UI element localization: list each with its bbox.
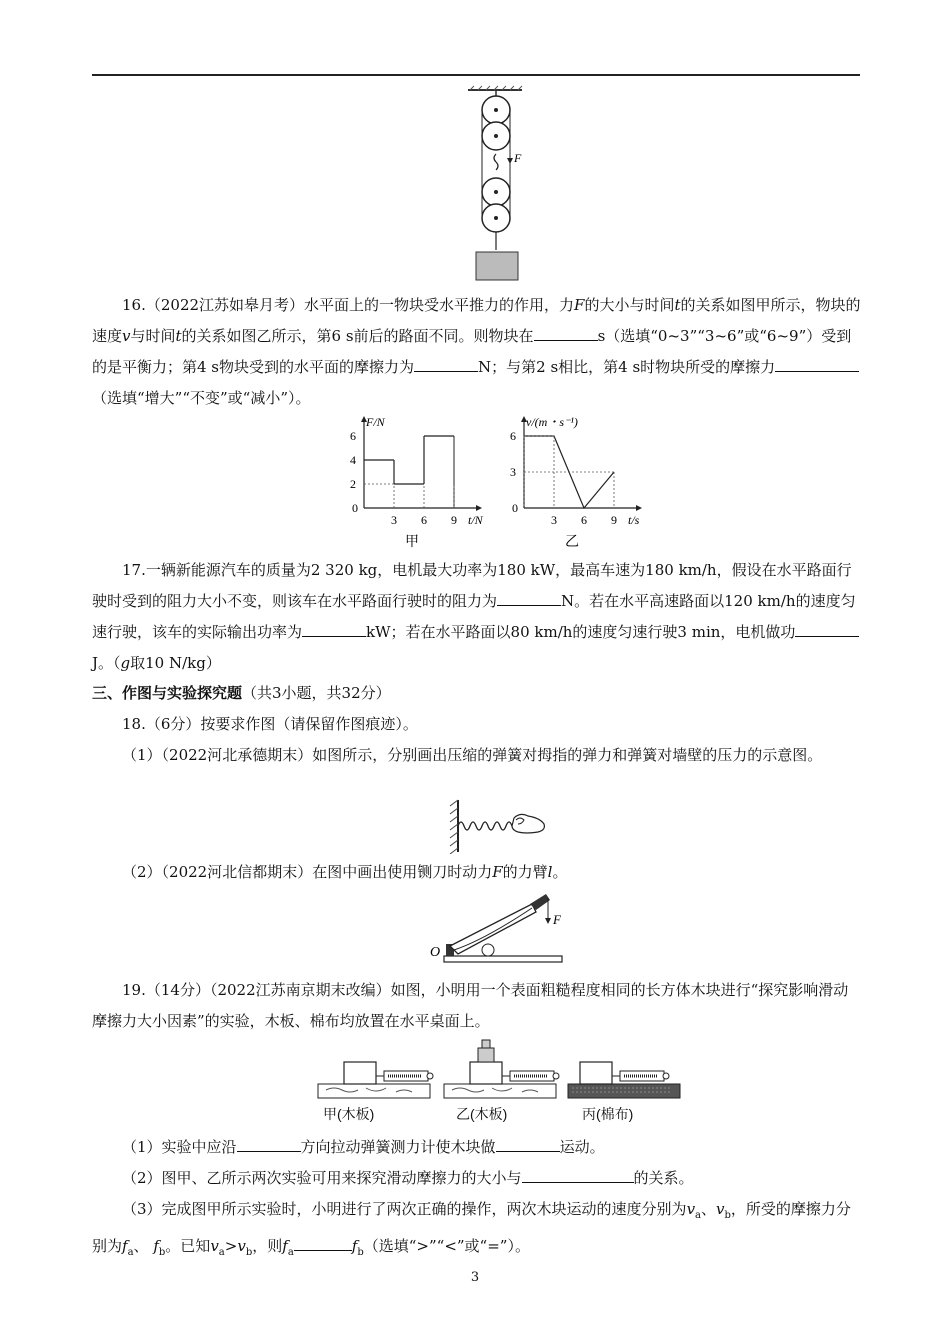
y-tick-label: 4 [350, 453, 356, 467]
question-19-part2 [92, 1163, 862, 1194]
q16-var-v: v [122, 327, 131, 345]
q16-var-t: t [674, 296, 681, 314]
q19-sub-a3: a [218, 1247, 225, 1258]
q19-blank-2[interactable] [496, 1135, 560, 1152]
q19-p1-text-b: 方向拉动弹簧测力计使木块做 [300, 1138, 496, 1156]
origin-label: 0 [352, 501, 358, 515]
q19-var-vb: v [716, 1200, 725, 1218]
q19-blank-1[interactable] [237, 1135, 301, 1152]
q19-p3-text-e: （选填“>”“<”或“=”）。 [363, 1237, 530, 1255]
q17-blank-3[interactable] [795, 620, 859, 637]
q19-p3-text-d: ，则 [252, 1237, 283, 1255]
x-tick-label: 3 [391, 513, 397, 527]
question-19-intro [92, 975, 862, 1037]
q19-var-fa: f [122, 1237, 128, 1255]
q17-blank-1[interactable] [497, 589, 561, 606]
q19-sub-b3: b [245, 1247, 253, 1258]
question-18-part2 [92, 857, 862, 888]
q19-intro-text: 19.（14分）（2022江苏南京期末改编）如图，小明用一个表面粗糙程度相同的长方体木块进行“探究影响滑动摩擦力大小因素”的实验，木板、棉布均放置在水平桌面上。 [92, 981, 849, 1030]
q17-var-g: g [120, 654, 131, 672]
q19-sub-b2: b [158, 1247, 166, 1258]
question-16 [92, 290, 862, 414]
q17-text-e: 取10 N/kg） [130, 654, 221, 672]
chart-caption: 甲 [405, 535, 419, 550]
q16-text-e: 的关系如图乙所示，第6 s前后的路面不同。则物块在 [181, 327, 534, 345]
q18-part2-text-b: 的力臂 [502, 863, 548, 881]
q19-blank-4[interactable] [294, 1234, 352, 1251]
q19-sub-a2: a [127, 1247, 134, 1258]
y-tick-label: 6 [510, 429, 516, 443]
knife-pivot-label: O [430, 945, 441, 960]
question-18-intro [92, 709, 862, 740]
q16-blank-3[interactable] [775, 355, 859, 372]
q16-text-a: 16.（2022江苏如皋月考）水平面上的一物块受水平推力的作用，力 [122, 296, 575, 314]
chart-yi [500, 412, 660, 552]
x-axis-arrow [636, 505, 642, 511]
q16-text-d: 与时间 [130, 327, 176, 345]
q19-p3-text-c: 。已知 [165, 1237, 211, 1255]
q19-blank-3[interactable] [522, 1166, 634, 1183]
y-tick-label: 2 [350, 477, 356, 491]
x-tick-label: 9 [611, 513, 617, 527]
x-tick-label: 3 [551, 513, 557, 527]
q19-p1-text-a: （1）实验中应沿 [122, 1138, 237, 1156]
x-axis-label: t/N [468, 513, 483, 527]
q17-text-d: J。（ [92, 654, 121, 672]
q16-var-f: F [574, 296, 585, 314]
y-axis-label: v/(m・s⁻¹) [526, 415, 578, 429]
q19-p2-text-a: （2）图甲、乙所示两次实验可用来探究滑动摩擦力的大小与 [122, 1169, 522, 1187]
q16-blank-2[interactable] [414, 355, 478, 372]
section-3-heading [92, 678, 862, 709]
q19-sub-a: a [695, 1210, 702, 1221]
spring-figure [448, 798, 548, 854]
q19-sub-a4: a [287, 1247, 294, 1258]
origin-label: 0 [512, 501, 518, 515]
exp-caption-jia: 甲(木板) [323, 1106, 375, 1122]
y-axis-label: F/N [366, 415, 385, 429]
q19-sub-b4: b [357, 1247, 364, 1258]
pulley-force-label: F [514, 151, 522, 165]
x-axis-label: t/s [628, 513, 640, 527]
q19-var-vb2: v [237, 1237, 246, 1255]
header-rule [92, 74, 860, 76]
q16-text-g: N；与第2 s相比，第4 s时物块所受的摩擦力 [478, 358, 776, 376]
exp-caption-yi: 乙(木板) [456, 1106, 508, 1122]
q19-sep-2: 、 [133, 1237, 154, 1255]
x-tick-label: 6 [421, 513, 427, 527]
pulley-block-figure [460, 84, 530, 284]
x-axis-arrow [476, 505, 482, 511]
q19-p3-text-b: ，所受的摩擦力分别为 [92, 1200, 851, 1255]
guillotine-knife-figure [424, 890, 564, 966]
q18-part2-text-a: （2）（2022河北信都期末）在图中画出使用铡刀时动力 [122, 863, 493, 881]
q18-var-l: l [547, 863, 553, 881]
q16-var-t2: t [175, 327, 182, 345]
q16-blank-1[interactable] [534, 324, 598, 341]
page-number: 3 [470, 1270, 480, 1285]
friction-experiment-figure [316, 1036, 686, 1104]
question-17 [92, 555, 862, 679]
q19-p3-text-a: （3）完成图甲所示实验时，小明进行了两次正确的操作，两次木块运动的速度分别为 [122, 1200, 687, 1218]
q18-intro-text: 18.（6分）按要求作图（请保留作图痕迹）。 [122, 715, 418, 733]
q16-text-h: （选填“增大”“不变”或“减小”）。 [92, 389, 311, 407]
q19-var-va2: v [210, 1237, 219, 1255]
q18-var-f: F [492, 863, 503, 881]
q19-var-fb: f [153, 1237, 159, 1255]
q16-text-f: s（选填“0~3”“3~6”或“6~9”）受到的是平衡力；第4 s物块受到的水平面的摩擦力为 [92, 327, 852, 376]
q16-text-c: 的关系如图甲所示，物块的速度 [92, 296, 861, 345]
question-19-part1 [92, 1132, 862, 1163]
q17-blank-2[interactable] [302, 620, 366, 637]
q19-sep-1: 、 [701, 1200, 717, 1218]
question-18-part1 [92, 740, 862, 771]
q18-part1-text: （1）（2022河北承德期末）如图所示，分别画出压缩的弹簧对拇指的弹力和弹簧对墙壁的压力的示意图。 [122, 746, 823, 764]
exp-caption-bing: 丙(棉布) [582, 1106, 634, 1122]
y-tick-label: 3 [510, 465, 516, 479]
x-tick-label: 6 [581, 513, 587, 527]
q19-p1-text-c: 运动。 [559, 1138, 605, 1156]
q17-text-c: kW；若在水平路面以80 km/h的速度匀速行驶3 min，电机做功 [366, 623, 796, 641]
q19-var-fa2: f [282, 1237, 288, 1255]
q19-sub-b: b [724, 1210, 731, 1221]
y-tick-label: 6 [350, 429, 356, 443]
q19-var-va: v [686, 1200, 696, 1218]
chart-caption: 乙 [565, 535, 579, 550]
q19-gt: > [224, 1237, 238, 1255]
q19-var-fb2: f [351, 1237, 358, 1255]
chart-jia [340, 412, 490, 552]
knife-force-label: F [553, 912, 561, 927]
q19-p2-text-b: 的关系。 [633, 1169, 694, 1187]
section-3-title: 三、作图与实验探究题 [92, 684, 243, 702]
q17-text-a: 17.一辆新能源汽车的质量为2 320 kg，电机最大功率为180 kW，最高车速为180 km/h，假设在水平路面行驶时受到的阻力大小不变，则该车在水平路面行驶时的阻力为 [92, 561, 852, 610]
q17-text-b: N。若在水平高速路面以120 km/h的速度匀速行驶，该车的实际输出功率为 [92, 592, 856, 641]
question-19-part3 [92, 1194, 862, 1268]
x-tick-label: 9 [451, 513, 457, 527]
q16-text-b: 的大小与时间 [584, 296, 675, 314]
section-3-note: （共3小题，共32分） [242, 684, 391, 702]
q18-part2-text-c: 。 [552, 863, 568, 881]
